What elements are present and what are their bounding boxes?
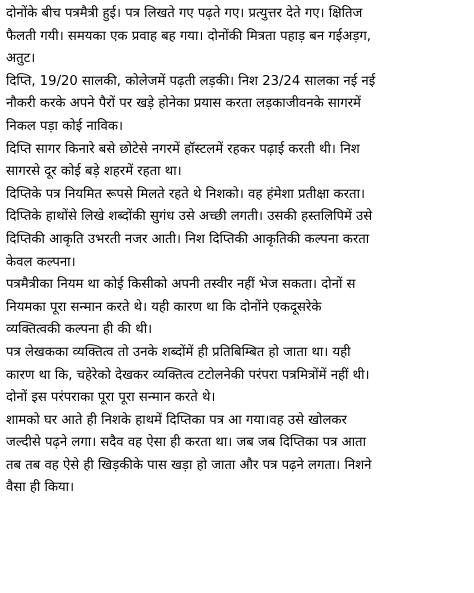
text-line: दिप्तिकी आकृति उभरती नजर आती। निश दिप्तिकी आकृतिकी कल्पना करता	[6, 231, 370, 247]
text-line: दिप्तिके हाथोंसे लिखे शब्दोंकी सुगंध उसे अच्छी लगती। उसकी हस्तलिपिमें उसे	[6, 209, 373, 225]
text-line: पत्र लेखकका व्यक्तित्व तो उनके शब्दोंमें ही प्रतिबिम्बित हो जाता था। यही	[6, 344, 351, 360]
text-line: निकल पड़ा कोई नाविक।	[6, 118, 123, 134]
paragraph-3	[6, 139, 468, 184]
text-line: शामको घर आते ही निशके हाथमें दिप्तिका पत्र आ गया।वह उसे खोलकर	[6, 412, 347, 428]
text-line: फैलती गयी। समयका एक प्रवाह बह गया। दोनोंकी मित्रता पहाड़ बन गईअड़ग,	[6, 28, 371, 44]
text-line: जल्दीसे पढ़ने लगा। सदैव वह ऐसा ही करता था। जब जब दिप्तिका पत्र आता	[6, 435, 366, 451]
paragraph-4	[6, 184, 468, 274]
text-line: नौकरी करके अपने पैरों पर खड़े होनेका प्रयास करता लड़काजीवनके सागरमें	[6, 96, 361, 112]
text-line: सागरसे दूर कोई बड़े शहरमें रहता था।	[6, 164, 182, 180]
text-line: दिप्ति, 19/20 सालकी, कोलेजमें पढ़ती लड़की। निश 23/24 सालका नई नई	[6, 73, 376, 89]
text-line: दिप्ति सागर किनारे बसे छोटेसे नगरमें हॉस्टलमें रहकर पढ़ाई करती थी। निश	[6, 141, 360, 157]
text-line: तब तब वह ऐसे ही खिड़कीके पास खड़ा हो जाता और पत्र पढ़ने लगता। निशने	[6, 457, 372, 473]
text-line: वैसा ही किया।	[6, 480, 75, 496]
paragraph-2	[6, 71, 468, 139]
text-line: दोनों इस परंपराका पूरा पूरा सन्मान करते थे।	[6, 390, 216, 406]
paragraph-1	[6, 3, 468, 71]
text-line: अतुट।	[6, 51, 36, 67]
paragraph-5	[6, 274, 468, 342]
paragraph-7	[6, 410, 468, 500]
text-line: पत्रमैत्रीका नियम था कोई किसीको अपनी तस्वीर नहीं भेज सकता। दोनों स	[6, 277, 356, 293]
paragraph-6	[6, 342, 468, 410]
text-line: दोनोंके बीच पत्रमैत्री हुई। पत्र लिखते गए पढ़ते गए। प्रत्युत्तर देते गए। क्षितिज	[6, 6, 363, 21]
text-line: कारण था कि, चहेरेको देखकर व्यक्तित्व टटोलनेकी परंपरा पत्रमित्रोंमें नहीं थी।	[6, 367, 370, 383]
text-line: दिप्तिके पत्र नियमित रूपसे मिलते रहते थे निशको। वह हंमेशा प्रतीक्षा करता।	[6, 186, 365, 202]
text-line: नियमका पूरा सन्मान करते थे। यही कारण था कि दोनोंने एकदूसरेके	[6, 299, 322, 315]
text-line: व्यक्तित्वकी कल्पना ही की थी।	[6, 322, 153, 338]
text-line: केवल कल्पना।	[6, 254, 76, 270]
